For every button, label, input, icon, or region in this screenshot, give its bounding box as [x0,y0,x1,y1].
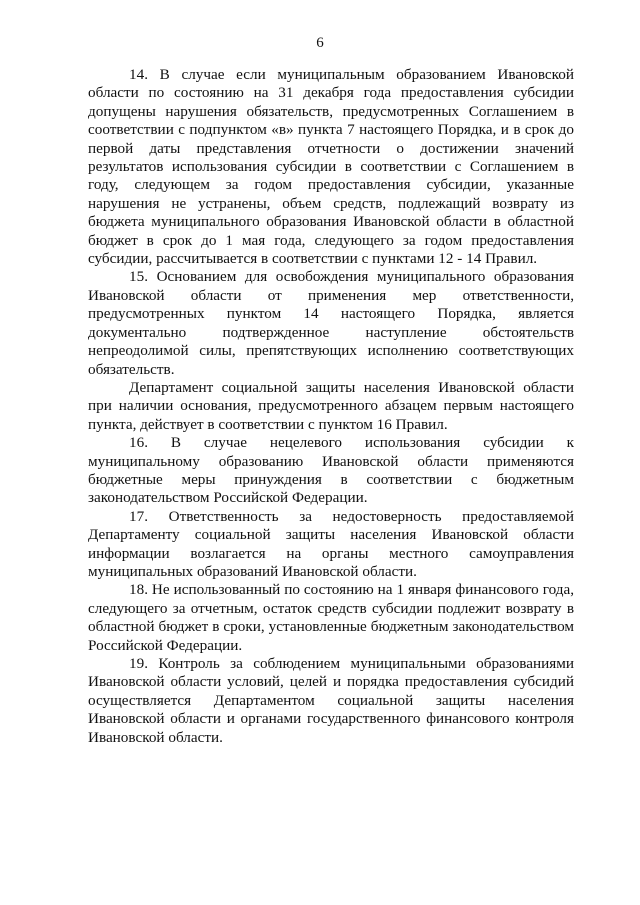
document-body [88,66,574,747]
paragraph-item-19: 19. Контроль за соблюдением муниципальными образованиями Ивановской области условий, целей и порядка предоставления субсидий осуществляется Департаментом социальной защиты населения Ивановской области и органами государственного финансового контроля Ивановской области. [88,655,574,746]
paragraph-item-17: 17. Ответственность за недостоверность предоставляемой Департаменту социальной защиты населения Ивановской области информации возлагается на органы местного самоуправления муниципальных образований Ивановской области. [88,507,574,580]
page-number: 6 [316,35,324,51]
paragraph-item-18: 18. Не использованный по состоянию на 1 января финансового года, следующего за отчетным, остаток средств субсидии подлежит возврату в областной бюджет в сроки, установленные бюджетным законодательством Российской Федерации. [88,581,574,654]
paragraph-item-15: 15. Основанием для освобождения муниципального образования Ивановской области от применения мер ответственности, предусмотренных пунктом 14 настоящего Порядка, является документально подтвержденное наступление обстоятельств непреодолимой силы, препятствующих исполнению соответствующих обязательств. [88,268,574,378]
paragraph-item-15-second: Департамент социальной защиты населения Ивановской области при наличии основания, предусмотренного абзацем первым настоящего пункта, действует в соответствии с пунктом 16 Правил. [88,378,574,433]
paragraph-item-16: 16. В случае нецелевого использования субсидии к муниципальному образованию Ивановской области применяются бюджетные меры принуждения в соответствии с бюджетным законодательством Российской Федерации. [88,434,574,507]
paragraph-item-14: 14. В случае если муниципальным образованием Ивановской области по состоянию на 31 декабря года предоставления субсидии допущены нарушения обязательств, предусмотренных Соглашением в соответствии с подпунктом «в» пункта 7 настоящего Порядка, и в срок до первой даты представления отчетности о достижении значений результатов использования субсидии в соответствии с Соглашением в году, следующем за годом предоставления субсидии, указанные нарушения не устранены, объем средств, подлежащий возврату из бюджета муниципального образования Ивановской области в областной бюджет в срок до 1 мая года, следующего за годом предоставления субсидии, рассчитывается в соответствии с пунктами 12 - 14 Правил. [88,66,574,268]
